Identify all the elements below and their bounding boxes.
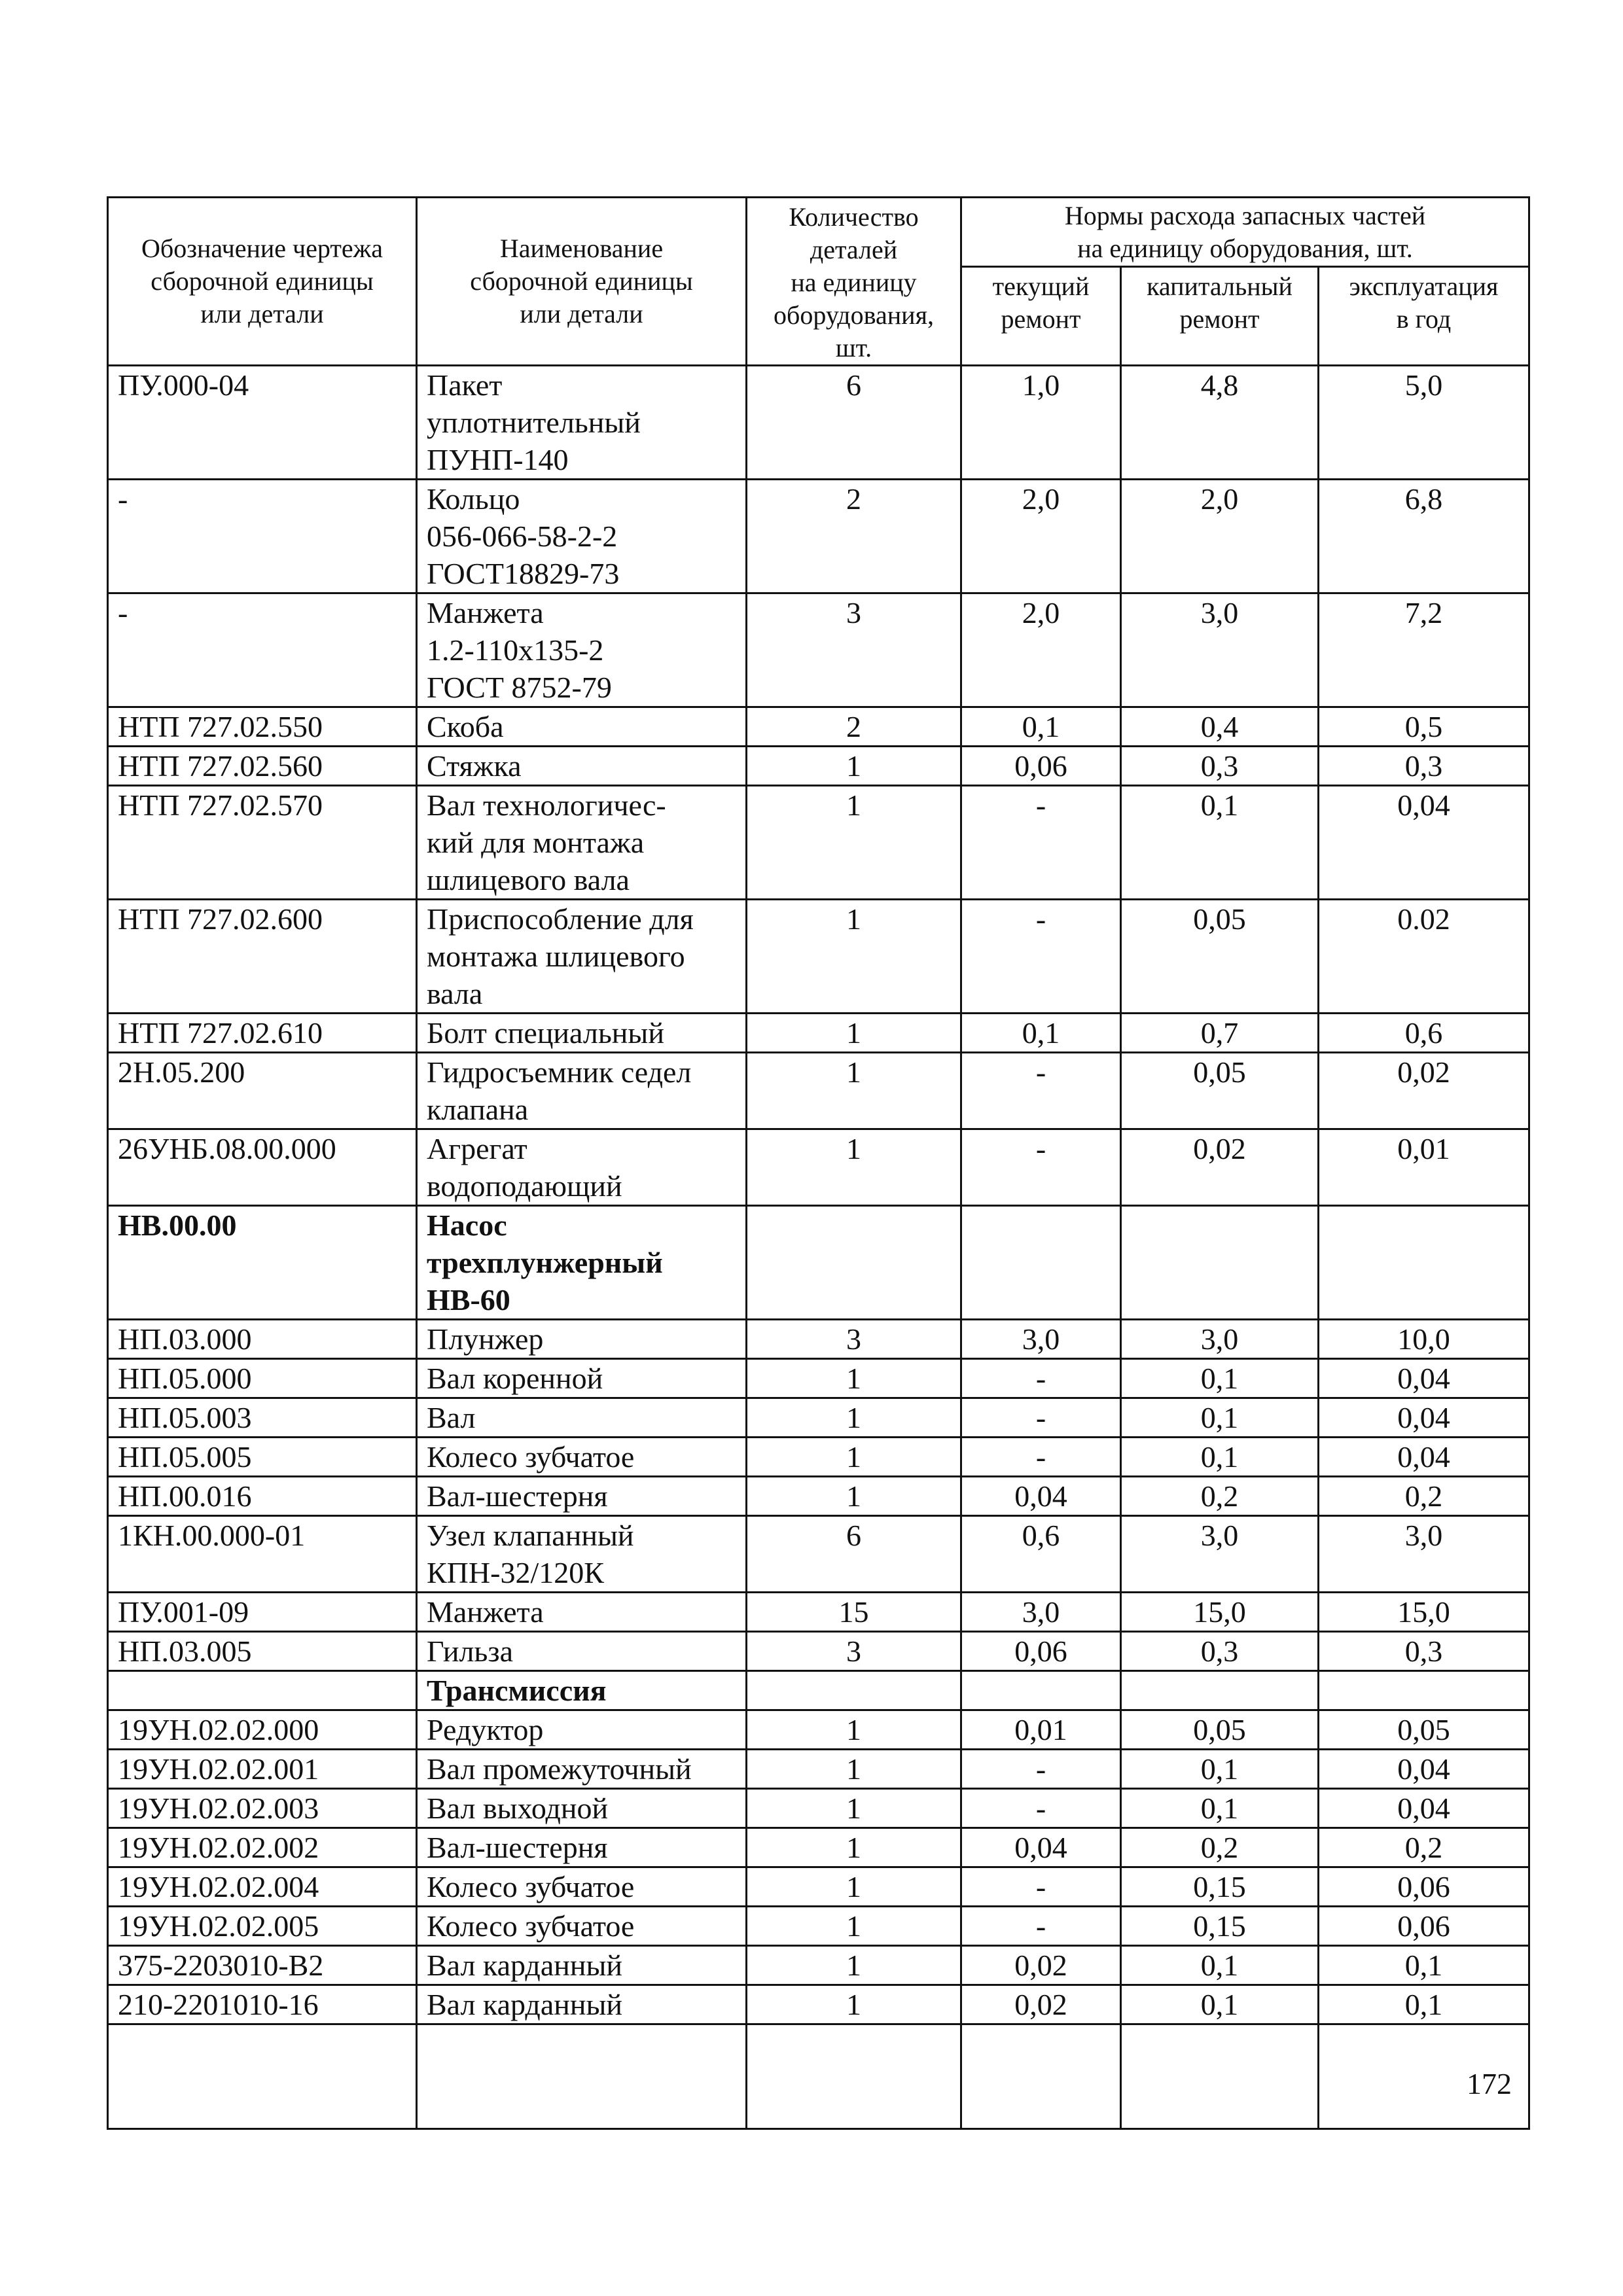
table-body [108,366,1529,2129]
table-row [108,1671,1529,1710]
annual-operation-cell: 0,04 [1319,786,1529,900]
current-repair-cell: 0,02 [961,1946,1121,1985]
drawing-number-cell: 19УН.02.02.003 [108,1789,417,1828]
annual-operation-cell: 10,0 [1319,1320,1529,1359]
capital-repair-cell: 0,1 [1121,1946,1319,1985]
capital-repair-cell: 0,15 [1121,1867,1319,1907]
drawing-number-cell [108,1671,417,1710]
spare-parts-table [107,196,1530,2130]
current-repair-cell: 0,01 [961,1710,1121,1750]
part-name-cell: Вал карданный [417,1985,747,2024]
table-row [108,366,1529,480]
annual-operation-cell: 0,6 [1319,1014,1529,1053]
table-row [108,1206,1529,1320]
header-norms: Нормы расхода запасных частей на единицу оборудования, шт. [961,198,1529,267]
drawing-number-cell: НТП 727.02.560 [108,747,417,786]
current-repair-cell: 0,04 [961,1828,1121,1867]
current-repair-cell: 0,06 [961,1632,1121,1671]
capital-repair-cell: 0,1 [1121,1750,1319,1789]
capital-repair-cell [1121,1206,1319,1320]
annual-operation-cell: 0,06 [1319,1867,1529,1907]
current-repair-cell: - [961,1789,1121,1828]
table-row [108,1053,1529,1129]
part-name-cell: Гильза [417,1632,747,1671]
current-repair-cell: 1,0 [961,366,1121,480]
drawing-number-cell: НТП 727.02.550 [108,707,417,747]
capital-repair-cell [1121,1671,1319,1710]
drawing-number-cell: НП.03.005 [108,1632,417,1671]
annual-operation-cell: 0.02 [1319,900,1529,1014]
drawing-number-cell: НТП 727.02.600 [108,900,417,1014]
quantity-cell: 1 [747,1129,961,1206]
drawing-number-cell: НП.05.005 [108,1438,417,1477]
part-name-cell: Вал промежуточный [417,1750,747,1789]
quantity-cell: 1 [747,747,961,786]
header-name: Наименование сборочной единицы или детали [417,198,747,366]
drawing-number-cell: - [108,593,417,707]
quantity-cell: 1 [747,1789,961,1828]
drawing-number-cell: 1КН.00.000-01 [108,1516,417,1593]
table-row [108,1593,1529,1632]
capital-repair-cell: 0,2 [1121,1477,1319,1516]
table-row [108,1750,1529,1789]
drawing-number-cell: 375-2203010-В2 [108,1946,417,1985]
table-row [108,1710,1529,1750]
drawing-number-cell: 19УН.02.02.001 [108,1750,417,1789]
annual-operation-cell: 0,04 [1319,1438,1529,1477]
current-repair-cell: 0,02 [961,1985,1121,2024]
annual-operation-cell: 3,0 [1319,1516,1529,1593]
drawing-number-cell: НП.05.000 [108,1359,417,1398]
quantity-cell [747,1206,961,1320]
quantity-cell: 2 [747,707,961,747]
annual-operation-cell: 0,04 [1319,1398,1529,1438]
part-name-cell: Узел клапанный КПН-32/120К [417,1516,747,1593]
table-row [108,1516,1529,1593]
annual-operation-cell: 0,2 [1319,1828,1529,1867]
current-repair-cell: - [961,1438,1121,1477]
quantity-cell: 1 [747,1014,961,1053]
current-repair-cell: - [961,1053,1121,1129]
part-name-cell: Колесо зубчатое [417,1907,747,1946]
annual-operation-cell: 0,01 [1319,1129,1529,1206]
header-annual-operation: эксплуатация в год [1319,267,1529,366]
annual-operation-cell: 0,06 [1319,1907,1529,1946]
current-repair-cell: - [961,786,1121,900]
drawing-number-cell: - [108,480,417,593]
drawing-number-cell: НВ.00.00 [108,1206,417,1320]
table-row [108,1014,1529,1053]
current-repair-cell: - [961,1359,1121,1398]
table-row [108,1398,1529,1438]
current-repair-cell: 3,0 [961,1593,1121,1632]
table-row [108,593,1529,707]
capital-repair-cell: 0,7 [1121,1014,1319,1053]
capital-repair-cell: 0,1 [1121,1359,1319,1398]
header-quantity: Количество деталей на единицу оборудования, шт. [747,198,961,366]
current-repair-cell: 0,06 [961,747,1121,786]
empty-cell [747,2024,961,2129]
drawing-number-cell: НП.05.003 [108,1398,417,1438]
drawing-number-cell: 2Н.05.200 [108,1053,417,1129]
quantity-cell: 6 [747,366,961,480]
part-name-cell: Вал выходной [417,1789,747,1828]
quantity-cell: 3 [747,1320,961,1359]
table-row [108,1320,1529,1359]
quantity-cell: 1 [747,1828,961,1867]
capital-repair-cell: 0,02 [1121,1129,1319,1206]
part-name-cell: Гидросъемник седел клапана [417,1053,747,1129]
part-name-cell: Вал [417,1398,747,1438]
quantity-cell: 15 [747,1593,961,1632]
quantity-cell: 1 [747,1750,961,1789]
table-row [108,1632,1529,1671]
quantity-cell: 3 [747,1632,961,1671]
empty-cell [1121,2024,1319,2129]
annual-operation-cell: 15,0 [1319,1593,1529,1632]
table-row [108,1359,1529,1398]
drawing-number-cell: 19УН.02.02.004 [108,1867,417,1907]
table-row [108,1985,1529,2024]
table-row [108,1477,1529,1516]
quantity-cell: 3 [747,593,961,707]
part-name-cell: Колесо зубчатое [417,1867,747,1907]
current-repair-cell: - [961,900,1121,1014]
quantity-cell: 1 [747,900,961,1014]
annual-operation-cell: 0,3 [1319,1632,1529,1671]
capital-repair-cell: 0,1 [1121,786,1319,900]
drawing-number-cell: 210-2201010-16 [108,1985,417,2024]
table-row [108,707,1529,747]
drawing-number-cell: НТП 727.02.570 [108,786,417,900]
empty-cell [961,2024,1121,2129]
capital-repair-cell: 0,15 [1121,1907,1319,1946]
annual-operation-cell [1319,1206,1529,1320]
quantity-cell: 1 [747,1867,961,1907]
capital-repair-cell: 3,0 [1121,1320,1319,1359]
drawing-number-cell: ПУ.000-04 [108,366,417,480]
table-row [108,1946,1529,1985]
capital-repair-cell: 0,1 [1121,1985,1319,2024]
capital-repair-cell: 0,1 [1121,1398,1319,1438]
annual-operation-cell: 0,04 [1319,1789,1529,1828]
part-name-cell: Вал-шестерня [417,1477,747,1516]
capital-repair-cell: 3,0 [1121,593,1319,707]
capital-repair-cell: 15,0 [1121,1593,1319,1632]
annual-operation-cell: 6,8 [1319,480,1529,593]
current-repair-cell: - [961,1750,1121,1789]
current-repair-cell: - [961,1129,1121,1206]
quantity-cell: 1 [747,1477,961,1516]
table-row [108,1789,1529,1828]
drawing-number-cell: 19УН.02.02.000 [108,1710,417,1750]
drawing-number-cell: НТП 727.02.610 [108,1014,417,1053]
page-number: 172 [1467,2067,1512,2100]
table-row [108,786,1529,900]
table-row [108,1129,1529,1206]
drawing-number-cell: НП.00.016 [108,1477,417,1516]
current-repair-cell: - [961,1867,1121,1907]
quantity-cell: 1 [747,1946,961,1985]
current-repair-cell: 0,04 [961,1477,1121,1516]
annual-operation-cell: 0,04 [1319,1750,1529,1789]
current-repair-cell: - [961,1907,1121,1946]
capital-repair-cell: 0,05 [1121,1053,1319,1129]
capital-repair-cell: 0,2 [1121,1828,1319,1867]
current-repair-cell: - [961,1398,1121,1438]
quantity-cell: 1 [747,1710,961,1750]
capital-repair-cell: 0,05 [1121,900,1319,1014]
table-row [108,1828,1529,1867]
quantity-cell: 1 [747,1398,961,1438]
part-name-cell: Манжета [417,1593,747,1632]
table-row [108,1867,1529,1907]
part-name-cell: Трансмиссия [417,1671,747,1710]
part-name-cell: Редуктор [417,1710,747,1750]
quantity-cell: 1 [747,1053,961,1129]
current-repair-cell: 2,0 [961,593,1121,707]
capital-repair-cell: 0,3 [1121,1632,1319,1671]
annual-operation-cell: 0,05 [1319,1710,1529,1750]
table-row [108,1907,1529,1946]
table-row [108,747,1529,786]
header-capital-repair: капитальный ремонт [1121,267,1319,366]
part-name-cell: Вал карданный [417,1946,747,1985]
capital-repair-cell: 3,0 [1121,1516,1319,1593]
header-current-repair: текущий ремонт [961,267,1121,366]
part-name-cell: Агрегат водоподающий [417,1129,747,1206]
drawing-number-cell: 26УНБ.08.00.000 [108,1129,417,1206]
drawing-number-cell: НП.03.000 [108,1320,417,1359]
quantity-cell: 1 [747,1438,961,1477]
part-name-cell: Пакет уплотнительный ПУНП-140 [417,366,747,480]
annual-operation-cell: 0,2 [1319,1477,1529,1516]
table-row [108,900,1529,1014]
part-name-cell: Стяжка [417,747,747,786]
capital-repair-cell: 0,4 [1121,707,1319,747]
current-repair-cell: 0,6 [961,1516,1121,1593]
part-name-cell: Плунжер [417,1320,747,1359]
table-row [108,1438,1529,1477]
quantity-cell: 2 [747,480,961,593]
capital-repair-cell: 2,0 [1121,480,1319,593]
capital-repair-cell: 0,05 [1121,1710,1319,1750]
empty-cell [417,2024,747,2129]
annual-operation-cell: 0,1 [1319,1946,1529,1985]
empty-table-row [108,2024,1529,2129]
quantity-cell: 1 [747,1359,961,1398]
part-name-cell: Вал технологичес- кий для монтажа шлицевого вала [417,786,747,900]
part-name-cell: Вал-шестерня [417,1828,747,1867]
part-name-cell: Болт специальный [417,1014,747,1053]
capital-repair-cell: 4,8 [1121,366,1319,480]
current-repair-cell [961,1206,1121,1320]
annual-operation-cell: 0,1 [1319,1985,1529,2024]
current-repair-cell [961,1671,1121,1710]
part-name-cell: Насос трехплунжерный НВ-60 [417,1206,747,1320]
quantity-cell: 6 [747,1516,961,1593]
part-name-cell: Кольцо 056-066-58-2-2 ГОСТ18829-73 [417,480,747,593]
current-repair-cell: 0,1 [961,707,1121,747]
quantity-cell: 1 [747,1985,961,2024]
part-name-cell: Вал коренной [417,1359,747,1398]
quantity-cell [747,1671,961,1710]
quantity-cell: 1 [747,1907,961,1946]
table-row [108,480,1529,593]
annual-operation-cell: 0,3 [1319,747,1529,786]
capital-repair-cell: 0,1 [1121,1438,1319,1477]
current-repair-cell: 0,1 [961,1014,1121,1053]
annual-operation-cell: 0,02 [1319,1053,1529,1129]
part-name-cell: Манжета 1.2-110х135-2 ГОСТ 8752-79 [417,593,747,707]
capital-repair-cell: 0,3 [1121,747,1319,786]
annual-operation-cell: 0,04 [1319,1359,1529,1398]
annual-operation-cell [1319,1671,1529,1710]
quantity-cell: 1 [747,786,961,900]
empty-cell [108,2024,417,2129]
annual-operation-cell: 0,5 [1319,707,1529,747]
part-name-cell: Скоба [417,707,747,747]
part-name-cell: Приспособление для монтажа шлицевого вала [417,900,747,1014]
header-drawing: Обозначение чертежа сборочной единицы или детали [108,198,417,366]
drawing-number-cell: 19УН.02.02.002 [108,1828,417,1867]
annual-operation-cell: 7,2 [1319,593,1529,707]
capital-repair-cell: 0,1 [1121,1789,1319,1828]
drawing-number-cell: 19УН.02.02.005 [108,1907,417,1946]
part-name-cell: Колесо зубчатое [417,1438,747,1477]
drawing-number-cell: ПУ.001-09 [108,1593,417,1632]
current-repair-cell: 3,0 [961,1320,1121,1359]
current-repair-cell: 2,0 [961,480,1121,593]
annual-operation-cell: 5,0 [1319,366,1529,480]
